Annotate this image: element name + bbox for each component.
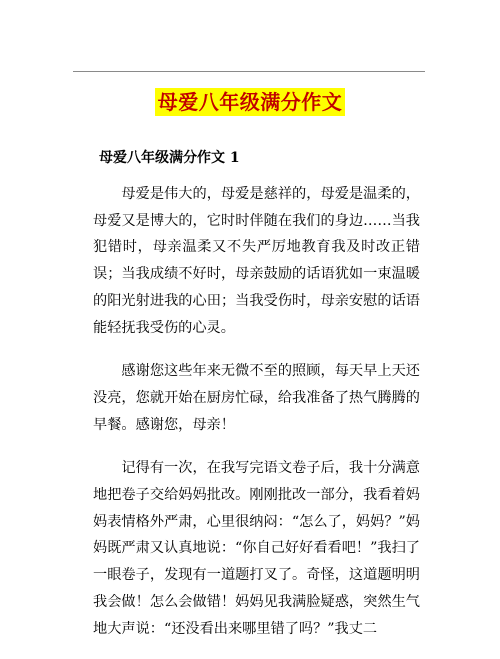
paragraph: 感谢您这些年来无微不至的照顾，每天早上天还没亮，您就开始在厨房忙碌，给我准备了热气腾腾的早餐。感谢您，母亲！ bbox=[93, 363, 420, 433]
header-rule bbox=[73, 71, 425, 72]
page-title: 母爱八年级满分作文 bbox=[155, 88, 346, 116]
paragraph: 母爱是伟大的，母爱是慈祥的，母爱是温柔的，母爱又是博大的，它时时伴随在我们的身边……当我犯错时，母亲温柔又不失严厉地教育我及时改正错误；当我成绩不好时，母亲鼓励的话语犹如一束温暖的阳光射进我的心田；当我受伤时，母亲安慰的话语能轻抚我受伤的心灵。 bbox=[93, 186, 420, 336]
title-block bbox=[0, 88, 500, 116]
essay-body bbox=[93, 181, 420, 659]
section-heading: 母爱八年级满分作文 1 bbox=[99, 150, 240, 166]
paragraph: 记得有一次，在我写完语文卷子后，我十分满意地把卷子交给妈妈批改。刚刚批改一部分，我看着妈妈表情格外严肃，心里很纳闷：“怎么了，妈妈？”妈妈既严肃又认真地说：“你自己好好看看吧！”我扫了一眼卷子，发现有一道题打叉了。奇怪，这道题明明我会做！怎么会做错！妈妈见我满脸疑惑，突然生气地大声说：“还没看出来哪里错了吗？”我丈二 bbox=[93, 460, 420, 637]
